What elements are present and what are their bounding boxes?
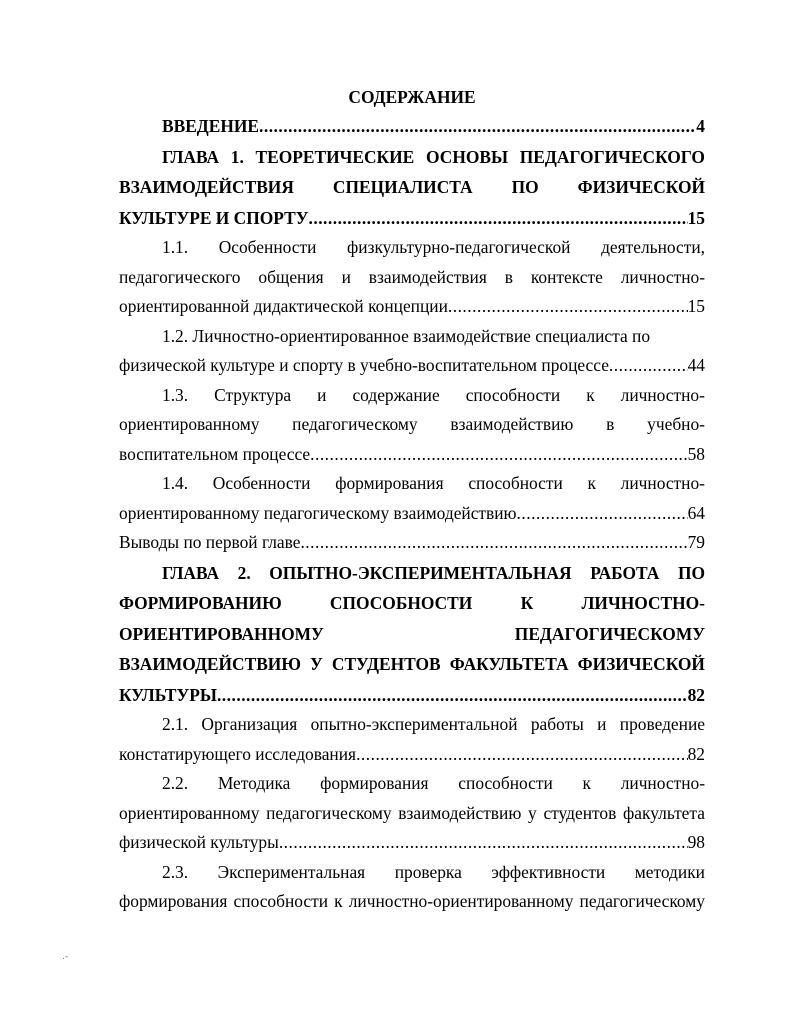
toc-line: ориентированной дидактической концепции ..... 15 [119, 292, 705, 322]
toc-page-number: 64 [687, 502, 705, 523]
toc-entry-intro [119, 112, 705, 142]
toc-chapter-2 [119, 558, 705, 711]
toc-line: КУЛЬТУРЕ И СПОРТУ ..... 15 [119, 203, 705, 234]
toc-line: 2.2. Методика формирования способности к личностно- [162, 773, 705, 793]
dot-leader [517, 499, 688, 529]
toc-section-1-4 [119, 469, 705, 528]
toc-section-2-2 [119, 769, 705, 858]
page-title: СОДЕРЖАНИЕ [348, 87, 476, 107]
toc-line: ОРИЕНТИРОВАННОМУ ПЕДАГОГИЧЕСКОМУ [119, 623, 705, 644]
toc-line: 1.2. Личностно-ориентированное взаимодействие специалиста по [162, 325, 651, 346]
toc-page-number: 4 [696, 116, 705, 136]
toc-line: физической культуры ..... 98 [119, 828, 705, 858]
toc-line: 2.3. Экспериментальная проверка эффективности методики [162, 861, 705, 882]
dot-leader [448, 292, 688, 322]
toc-page-number: 98 [687, 832, 705, 852]
toc-section-2-1 [119, 710, 705, 769]
toc-section-1-3 [119, 381, 705, 470]
dot-leader [609, 351, 688, 381]
toc-line: физической культуре и спорту в учебно-воспитательном процессе ..... 44 [119, 351, 705, 381]
toc-line: ориентированному педагогическому взаимодействию ..... 64 [119, 499, 705, 529]
toc-line: ориентированному педагогическому взаимодействию в учебно- [119, 414, 705, 434]
toc-line: 1.3. Структура и содержание способности к личностно- [162, 384, 705, 405]
dot-leader [356, 740, 688, 770]
toc-page-number: 79 [687, 532, 705, 552]
toc-page-number: 44 [687, 355, 705, 375]
toc-line: воспитательном процессе ..... 58 [119, 440, 705, 470]
toc-line: ВЗАИМОДЕЙСТВИЮ У СТУДЕНТОВ ФАКУЛЬТЕТА ФИЗИЧЕСКОЙ [119, 654, 705, 674]
toc-line: ориентированному педагогическому взаимодействию у студентов факультета [119, 802, 705, 823]
toc-line: 2.1. Организация опытно-экспериментальной работы и проведение [162, 714, 705, 734]
toc-chapter-1 [119, 142, 705, 234]
toc-page-number: 15 [687, 207, 705, 228]
toc-section-2-3 [119, 858, 705, 917]
toc-page-number: 82 [687, 743, 705, 764]
toc-line: 1.4. Особенности формирования способности к личностно- [162, 473, 705, 493]
toc-page-number: 82 [687, 684, 705, 705]
toc-line: констатирующего исследования ..... 82 [119, 740, 705, 770]
dot-leader [279, 828, 688, 858]
toc-section-1-1 [119, 233, 705, 322]
dot-leader [259, 112, 696, 142]
toc-entry-conclusions-1: Выводы по первой главе ..... 79 [119, 528, 705, 558]
toc-line: педагогического общения и взаимодействия в контексте личностно- [119, 266, 705, 287]
dot-leader [217, 680, 688, 711]
dot-leader [300, 528, 687, 558]
toc-page-number: 58 [687, 443, 705, 464]
toc-page-number: 15 [687, 296, 705, 316]
toc-section-1-2 [119, 322, 705, 381]
toc-line: ФОРМИРОВАНИЮ СПОСОБНОСТИ К ЛИЧНОСТНО- [119, 593, 705, 613]
toc-line: ВЗАИМОДЕЙСТВИЯ СПЕЦИАЛИСТА ПО ФИЗИЧЕСКОЙ [119, 177, 705, 197]
toc-line: КУЛЬТУРЫ ..... 82 [119, 680, 705, 711]
scan-speck: .- [62, 952, 69, 962]
dot-leader [309, 203, 688, 234]
toc-line: ГЛАВА 2. ОПЫТНО-ЭКСПЕРИМЕНТАЛЬНАЯ РАБОТА ПО [162, 562, 705, 583]
toc-line: ГЛАВА 1. ТЕОРЕТИЧЕСКИЕ ОСНОВЫ ПЕДАГОГИЧЕСКОГО [162, 146, 705, 167]
toc-line: формирования способности к личностно-ориентированному педагогическому [119, 891, 705, 911]
toc-entry-text: ВВЕДЕНИЕ [162, 116, 260, 136]
toc-line: 1.1. Особенности физкультурно-педагогической деятельности, [162, 237, 705, 257]
dot-leader [310, 440, 687, 470]
table-of-contents [119, 82, 705, 917]
